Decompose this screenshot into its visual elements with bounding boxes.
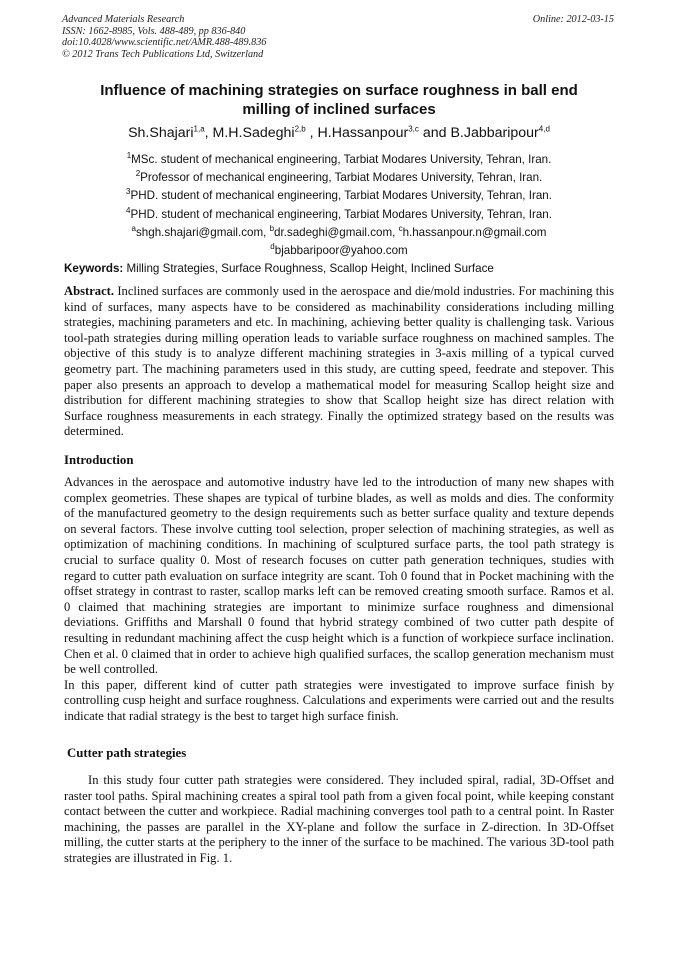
- email-sup: b: [269, 223, 275, 233]
- affiliation-3: [40, 187, 638, 205]
- online-date: Online: 2012-03-15: [532, 14, 614, 25]
- email-c[interactable]: h.hassanpour.n@gmail.com: [402, 225, 547, 239]
- author-sep: ,: [204, 125, 213, 141]
- affil-text: PHD. student of mechanical engineering, Tarbiat Modares University, Tehran, Iran.: [130, 207, 552, 221]
- author-sup: 4,d: [538, 124, 550, 134]
- abstract-text: Inclined surfaces are commonly used in the aerospace and die/mold industries. For machining this kind of surfaces, many aspects have to be considered as machinability considerations including milling strategies, machining parameters and etc. In machining, achieving better quality is challenging task. Various tool-path strategies during milling operation leads to variable surface roughness on machined samples. The objective of this study is to analyze different machining strategies in 3-axis milling of a typical curved geometry part. The machining parameters used in this study, are cutting speed, feedrate and stepover. This paper also presents an approach to develop a mathematical model for measuring Scallop height size and distribution for different machining strategies to show that Scallop height size has direct relation with Surface roughness measurements in each strategy. Finally the optimized strategy based on the results was determined.: [64, 284, 614, 439]
- author-name: H.Hassanpour: [317, 125, 409, 141]
- issn-line: ISSN: 1662-8985, Vols. 488-489, pp 836-840: [62, 25, 246, 37]
- affiliation-4: [40, 206, 638, 224]
- email-sup: d: [270, 242, 275, 252]
- affiliation-2: [40, 169, 638, 187]
- abstract-paragraph: [64, 284, 614, 440]
- affil-text: PHD. student of mechanical engineering, Tarbiat Modares University, Tehran, Iran.: [130, 189, 552, 203]
- author-sup: 2,b: [294, 124, 306, 134]
- affil-text: Professor of mechanical engineering, Tarbiat Modares University, Tehran, Iran.: [140, 171, 543, 185]
- title-line-1: Influence of machining strategies on surface roughness in ball end: [100, 82, 578, 99]
- email-line-2: [40, 242, 638, 260]
- affil-text: MSc. student of mechanical engineering, Tarbiat Modares University, Tehran, Iran.: [131, 153, 552, 166]
- author-name: B.Jabbaripour: [450, 125, 539, 141]
- author-sup: 3,c: [408, 124, 419, 134]
- author-list: [40, 124, 638, 142]
- cutter-path-section: [64, 773, 614, 867]
- title-line-2: milling of inclined surfaces: [242, 100, 436, 118]
- keywords-text: Milling Strategies, Surface Roughness, Scallop Height, Inclined Surface: [123, 262, 494, 275]
- introduction-heading: Introduction: [64, 453, 134, 467]
- keywords-label: Keywords:: [64, 262, 124, 275]
- paper-title: [66, 82, 612, 119]
- introduction-section: [64, 475, 614, 725]
- affil-sup: 2: [135, 169, 141, 179]
- affil-sup: 3: [126, 187, 131, 197]
- author-name: Sh.Shajari: [128, 125, 194, 141]
- author-sep: and: [418, 125, 451, 141]
- email-sup: a: [131, 223, 136, 233]
- introduction-paragraph-2: In this paper, different kind of cutter path strategies were investigated to improve surface finish by controlling cusp height and surface roughness. Calculations and experiments were carried out and the results indicate that radial strategy is the best to target high surface finish.: [64, 677, 614, 723]
- abstract-label: Abstract.: [64, 284, 115, 298]
- journal-header: [62, 14, 614, 60]
- affil-sup: 4: [126, 205, 131, 215]
- author-sep: ,: [305, 125, 318, 141]
- author-name: M.H.Sadeghi: [212, 125, 295, 141]
- keywords-line: [64, 262, 616, 275]
- email-b[interactable]: dr.sadeghi@gmail.com,: [274, 225, 399, 239]
- affiliation-block: [40, 151, 638, 260]
- copyright-line: © 2012 Trans Tech Publications Ltd, Switzerland: [62, 48, 264, 60]
- cutter-path-heading: Cutter path strategies: [67, 746, 187, 760]
- doi-line: doi:10.4028/www.scientific.net/AMR.488-489.836: [62, 37, 267, 49]
- email-line-1: [40, 224, 638, 242]
- introduction-paragraph-1: Advances in the aerospace and automotive industry have led to the introduction of many new shapes with complex geometries. These shapes are typical of turbine blades, as well as molds and dies. The conformity of the manufactured geometry to the design requirements such as better surface quality and texture depends on several factors. These involve cutting tool selection, proper selection of machining strategies, as well as optimization of machining conditions. In machining of sculptured surface parts, the tool path strategy is crucial to surface quality 0. Most of research focuses on cutter path generation techniques, studies with regard to cutter path evaluation on surface integrity are scant. Toh 0 found that in Pocket machining with the offset strategy in contrast to raster, scallop marks left can be removed creating smooth surface. Ramos et al. 0 claimed that machining strategies are important to minimize surface roughness and dimensional deviations. Griffiths and Marshall 0 found that hybrid strategy combined of two cutter path despite of resulting in redundant machining affect the cusp height which is a function of workpiece surface inclination. Chen et al. 0 claimed that in order to achieve high qualified surfaces, the scallop generation mechanism must be well controlled.: [64, 475, 614, 677]
- email-d[interactable]: bjabbaripoor@yahoo.com: [274, 244, 408, 258]
- journal-name: Advanced Materials Research: [62, 14, 185, 25]
- cutter-path-paragraph: In this study four cutter path strategies were considered. They included spiral, radial, 3D-Offset and raster tool paths. Spiral machining creates a spiral tool path from a given focal point, while keeping constant contact between the cutter and workpiece. Radial machining converges tool path to a central point. In Raster machining, the passes are parallel in the XY-plane and follow the surface in Z-direction. In 3D-Offset milling, the cutter starts at the periphery to the inner of the surface to be machined. The various 3D-tool path strategies are illustrated in Fig. 1.: [64, 773, 614, 865]
- email-sup: c: [398, 223, 403, 233]
- affiliation-1: [40, 151, 638, 169]
- affil-sup: 1: [126, 151, 132, 161]
- author-sup: 1,a: [193, 124, 205, 134]
- email-a[interactable]: shgh.shajari@gmail.com,: [136, 225, 270, 239]
